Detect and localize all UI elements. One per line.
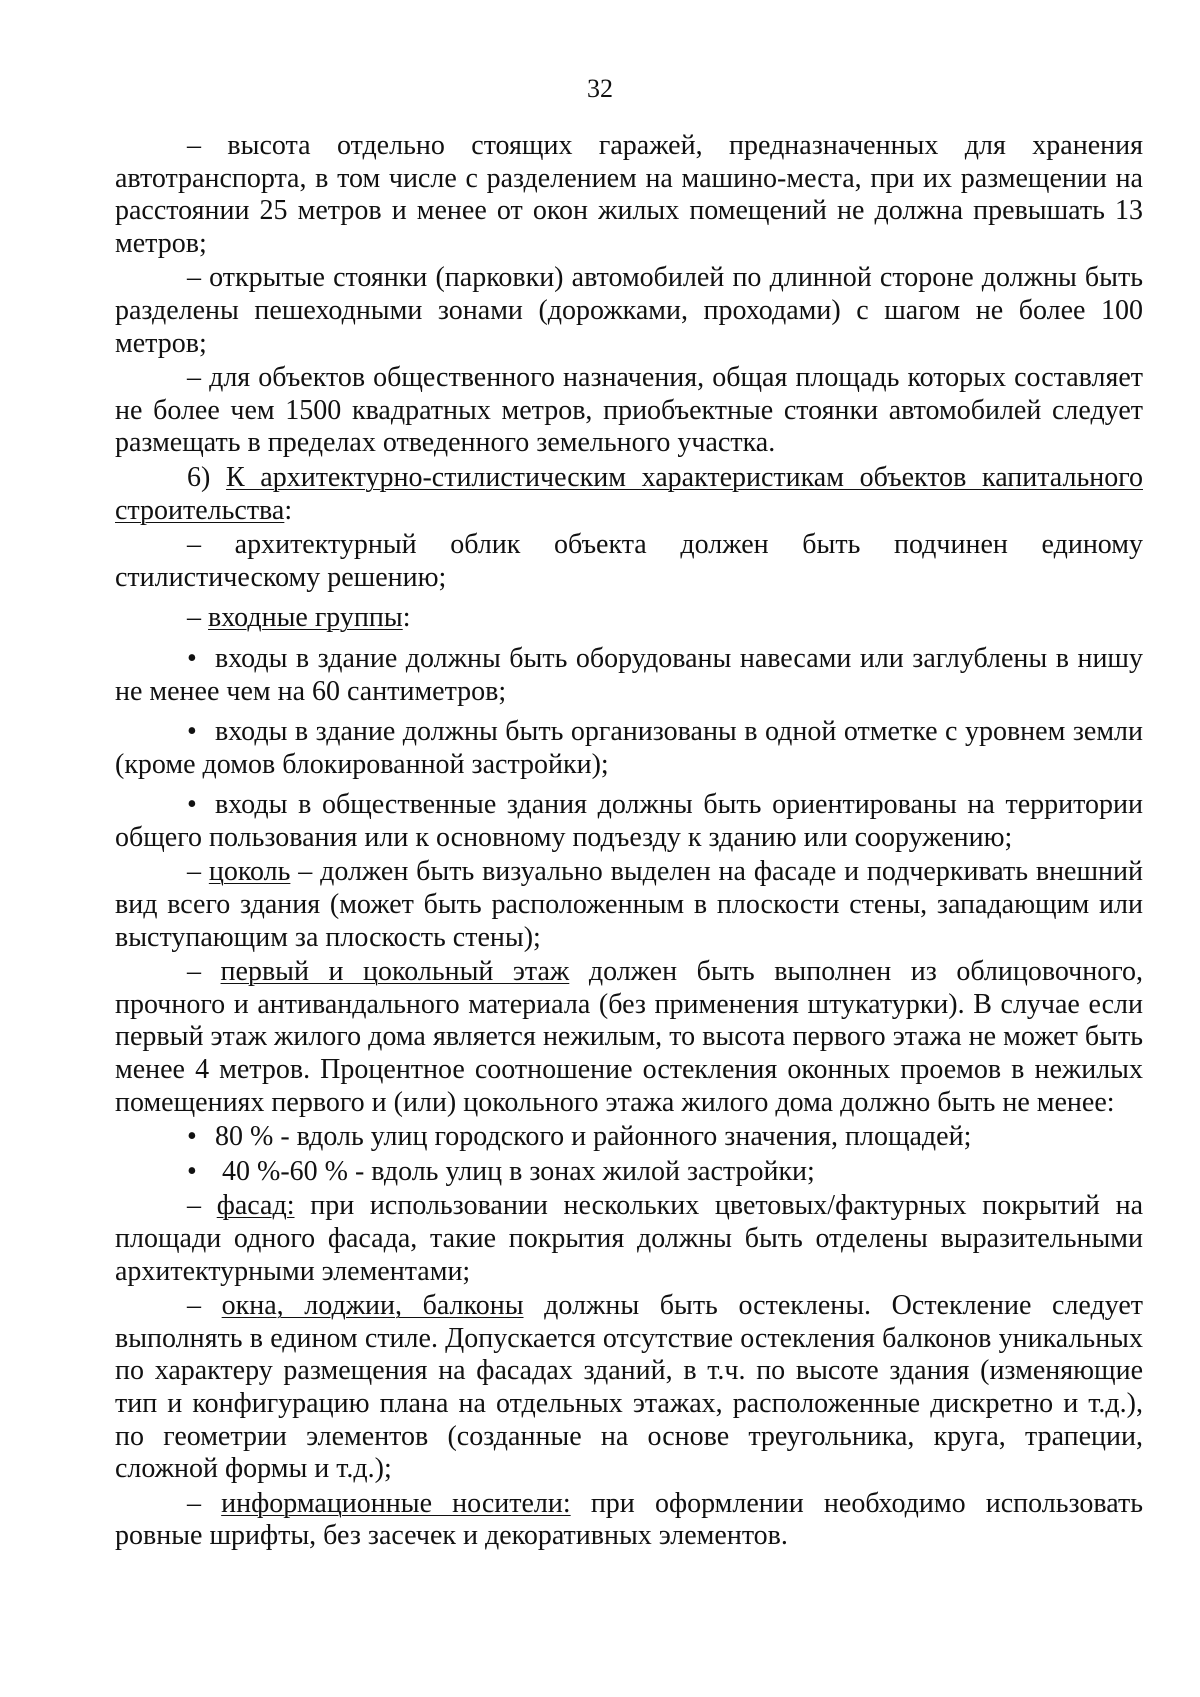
info-prefix: – [187,1487,222,1519]
bullet-text: 80 % - вдоль улиц городского и районного значения, площадей; [215,1121,972,1153]
bullet-icon: • [187,1155,197,1187]
bullet-icon: • [187,642,197,674]
bullet-icon: • [187,789,197,821]
bullet-item-ground-level [115,716,1143,781]
bullet-item-public-orientation [115,789,1143,854]
facade-suffix: при использовании нескольких цветовых/фактурных покрытий на площади одного фасада, такие покрытия должны быть отделены выразительными архитектурными элементами; [115,1190,1143,1287]
info-underlined: информационные носители: [221,1487,571,1519]
paragraph-architectural-look: – архитектурный облик объекта должен быть подчинен единому стилистическому решению; [115,529,1143,593]
bullet-icon: • [187,716,197,748]
page-number: 32 [587,74,613,103]
windows-suffix: должны быть остеклены. Остекление следует выполнять в едином стиле. Допускается отсутствие остекления балконов уникальных по характеру размещения на фасадах зданий, в т.ч. по высоте здания (изменяющие тип и конфигурацию плана на отдельных этажах, расположенные дискретно и т.д.), по геометрии элементов (созданные на основе треугольника, круга, трапеции, сложной формы и т.д.); [115,1290,1144,1485]
paragraph-open-parking: – открытые стоянки (парковки) автомобилей по длинной стороне должны быть разделены пешеходными зонами (дорожками, проходами) с шагом не более 100 метров; [115,262,1143,359]
section-heading-architecture [115,462,1143,527]
first-floor-prefix: – [187,956,221,988]
first-floor-suffix: должен быть выполнен из облицовочного, прочного и антивандального материала (без применения штукатурки). В случае если первый этаж жилого дома является нежилым, то высота первого этажа не может быть менее 4 метров. Процентное соотношение остекления оконных проемов в нежилых помещениях первого и (или) цокольного этажа жилого дома должно быть не менее: [115,956,1144,1118]
paragraph-first-floor [115,956,1143,1119]
plinth-suffix: – должен быть визуально выделен на фасаде и подчеркивать внешний вид всего здания (может быть расположенным в плоскости стены, западающим или выступающим за плоскость стены); [115,856,1143,953]
facade-underlined: фасад: [216,1190,295,1222]
entrance-prefix: – [187,602,208,634]
bullet-text: 40 %-60 % - вдоль улиц в зонах жилой застройки; [215,1155,815,1187]
entrance-suffix: : [402,602,411,634]
paragraph-information-carriers [115,1488,1143,1553]
heading-prefix: 6) [187,461,226,493]
paragraph-entrance-groups [115,602,1143,635]
bullet-icon: • [187,1121,197,1153]
bullet-text: входы в общественные здания должны быть ориентированы на территории общего пользования или к основному подъезду к зданию или сооружению; [115,789,1143,853]
windows-prefix: – [187,1290,222,1322]
info-suffix: при оформлении необходимо использовать ровные шрифты, без засечек и декоративных элементов. [115,1487,1143,1552]
paragraph-facade [115,1190,1143,1288]
bullet-text: входы в здание должны быть оборудованы навесами или заглублены в нишу не менее чем на 60 сантиметров; [115,642,1143,707]
bullet-item-40-60-percent [115,1156,1143,1189]
paragraph-public-objects-parking: – для объектов общественного назначения, общая площадь которых составляет не более чем 1500 квадратных метров, приобъектные стоянки автомобилей следует размещать в пределах отведенного земельного участка. [115,362,1143,459]
bullet-item-canopies [115,643,1143,708]
plinth-prefix: – [187,856,209,888]
plinth-underlined: цоколь [208,856,291,888]
heading-underlined: К архитектурно-стилистическим характеристикам объектов капитального строительства [115,461,1143,526]
windows-underlined: окна, лоджии, балконы [221,1290,524,1322]
paragraph-plinth [115,856,1143,954]
facade-prefix: – [187,1190,217,1222]
first-floor-underlined: первый и цокольный этаж [220,956,570,988]
entrance-underlined: входные группы [208,602,403,634]
bullet-item-80-percent [115,1121,1143,1154]
paragraph-garage-height: – высота отдельно стоящих гаражей, предназначенных для хранения автотранспорта, в том числе с разделением на машино-места, при их размещении на расстоянии 25 метров и менее от окон жилых помещений не должна превышать 13 метров; [115,130,1143,259]
heading-suffix: : [284,494,293,526]
paragraph-windows-balconies [115,1290,1143,1486]
bullet-text: входы в здание должны быть организованы в одной отметке с уровнем земли (кроме домов блокированной застройки); [115,716,1143,780]
document-body [115,130,1143,1553]
